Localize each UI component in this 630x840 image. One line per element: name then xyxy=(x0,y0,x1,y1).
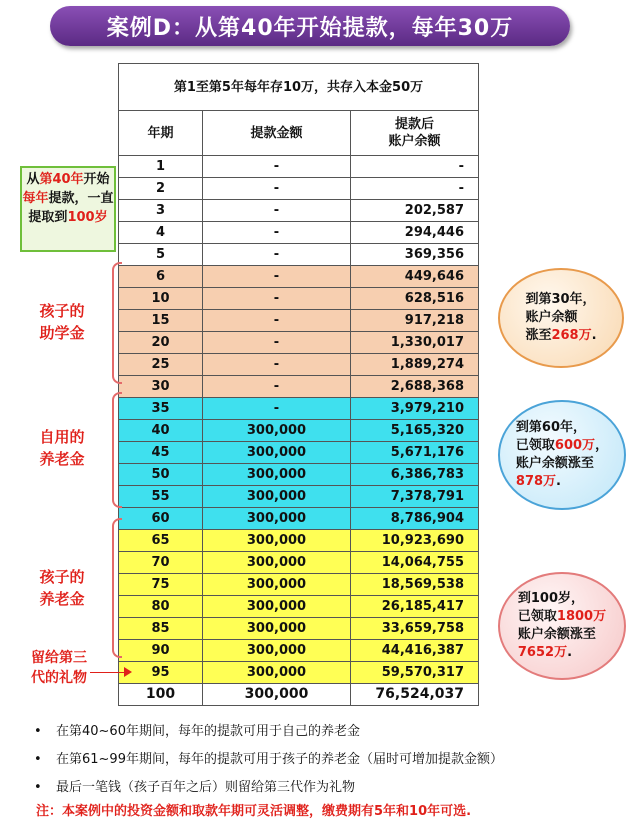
header-balance-line1: 提款后 xyxy=(394,117,434,132)
cell-withdraw: - xyxy=(203,156,351,178)
cell-withdraw: 300,000 xyxy=(203,530,351,552)
cell-year: 65 xyxy=(119,530,203,552)
cell-withdraw: - xyxy=(203,288,351,310)
self-pension-label-line2: 养老金 xyxy=(39,450,85,468)
table-row xyxy=(119,332,479,354)
balance-table xyxy=(118,63,479,706)
cell-withdraw: 300,000 xyxy=(203,486,351,508)
cell-withdraw: 300,000 xyxy=(203,574,351,596)
cell-withdraw: 300,000 xyxy=(203,420,351,442)
legacy-label-line1: 留给第三 xyxy=(31,650,87,666)
table-row xyxy=(119,376,479,398)
cell-year: 90 xyxy=(119,640,203,662)
note-item xyxy=(34,746,624,774)
table-row xyxy=(119,464,479,486)
cell-balance: 76,524,037 xyxy=(351,684,479,706)
legacy-arrow-line xyxy=(90,672,128,673)
side-note-part: 开始 xyxy=(83,172,110,187)
page-title: 案例D：从第40年开始提款，每年30万 xyxy=(50,6,570,46)
table-row xyxy=(119,244,479,266)
cell-withdraw: 300,000 xyxy=(203,596,351,618)
cell-year: 2 xyxy=(119,178,203,200)
cell-year: 15 xyxy=(119,310,203,332)
cell-balance: 18,569,538 xyxy=(351,574,479,596)
cell-balance: 44,416,387 xyxy=(351,640,479,662)
table-row xyxy=(119,486,479,508)
cell-withdraw: - xyxy=(203,200,351,222)
cell-year: 5 xyxy=(119,244,203,266)
table-note: 第1至第5年每年存10万，共存入本金50万 xyxy=(119,64,479,111)
child-pension-label-line2: 养老金 xyxy=(39,590,85,608)
callout-age100-l1: 到100岁， xyxy=(517,591,585,606)
cell-balance: 33,659,758 xyxy=(351,618,479,640)
cell-year: 3 xyxy=(119,200,203,222)
side-note-part: 100岁 xyxy=(67,210,108,225)
cell-balance: 1,330,017 xyxy=(351,332,479,354)
callout-year60-l3: 账户余额涨至 xyxy=(515,456,594,471)
cell-balance: 2,688,368 xyxy=(351,376,479,398)
education-brace xyxy=(112,262,122,384)
cell-year: 50 xyxy=(119,464,203,486)
table-row xyxy=(119,200,479,222)
cell-withdraw: 300,000 xyxy=(203,464,351,486)
note-text: 在第40~60年期间，每年的提款可用于自己的养老金 xyxy=(56,724,360,739)
table-row xyxy=(119,574,479,596)
table-row xyxy=(119,442,479,464)
callout-year60 xyxy=(498,400,626,510)
cell-balance: - xyxy=(351,156,479,178)
cell-withdraw: 300,000 xyxy=(203,552,351,574)
cell-withdraw: - xyxy=(203,266,351,288)
legacy-arrow-icon xyxy=(124,667,132,677)
cell-withdraw: - xyxy=(203,398,351,420)
table-row xyxy=(119,398,479,420)
child-pension-label xyxy=(22,566,102,610)
education-label xyxy=(22,300,102,344)
cell-balance: 6,386,783 xyxy=(351,464,479,486)
self-pension-label xyxy=(22,426,102,470)
legacy-label xyxy=(14,648,104,688)
self-pension-brace xyxy=(112,392,122,508)
header-year: 年期 xyxy=(119,111,203,156)
cell-balance: - xyxy=(351,178,479,200)
callout-year30-l1: 到第30年， xyxy=(525,292,596,307)
bullet-icon: • xyxy=(34,724,42,739)
cell-balance: 14,064,755 xyxy=(351,552,479,574)
child-pension-brace xyxy=(112,518,122,658)
callout-year30-l3: 涨至268万. xyxy=(525,328,597,343)
table-row xyxy=(119,222,479,244)
cell-withdraw: - xyxy=(203,244,351,266)
cell-withdraw: - xyxy=(203,222,351,244)
footnote: 注：本案例中的投资金额和取款年期可灵活调整，缴费期有5年和10年可选. xyxy=(36,804,472,819)
cell-balance: 3,979,210 xyxy=(351,398,479,420)
cell-withdraw: 300,000 xyxy=(203,684,351,706)
cell-balance: 449,646 xyxy=(351,266,479,288)
cell-year: 1 xyxy=(119,156,203,178)
cell-year: 85 xyxy=(119,618,203,640)
table-row xyxy=(119,596,479,618)
callout-year60-l2: 已领取600万， xyxy=(515,438,609,453)
header-withdraw: 提款金额 xyxy=(203,111,351,156)
cell-withdraw: - xyxy=(203,178,351,200)
cell-withdraw: 300,000 xyxy=(203,508,351,530)
table-row xyxy=(119,156,479,178)
cell-year: 10 xyxy=(119,288,203,310)
table-row xyxy=(119,508,479,530)
callout-age100-l2: 已领取1800万 xyxy=(517,609,607,624)
cell-balance: 202,587 xyxy=(351,200,479,222)
cell-balance: 5,165,320 xyxy=(351,420,479,442)
cell-balance: 59,570,317 xyxy=(351,662,479,684)
cell-year: 20 xyxy=(119,332,203,354)
table-row xyxy=(119,354,479,376)
cell-year: 75 xyxy=(119,574,203,596)
table-row xyxy=(119,662,479,684)
note-item xyxy=(34,774,624,802)
callout-age100-l3: 账户余额涨至 xyxy=(517,627,596,642)
header-balance-line2: 账户余额 xyxy=(388,134,441,149)
table-row xyxy=(119,178,479,200)
side-note-part: 第40年 xyxy=(39,172,84,187)
side-note-part: 提款，一直提取到 xyxy=(28,191,114,225)
cell-year: 25 xyxy=(119,354,203,376)
cell-balance: 8,786,904 xyxy=(351,508,479,530)
table-row xyxy=(119,552,479,574)
cell-year: 70 xyxy=(119,552,203,574)
cell-balance: 5,671,176 xyxy=(351,442,479,464)
child-pension-label-line1: 孩子的 xyxy=(39,568,85,586)
cell-balance: 294,446 xyxy=(351,222,479,244)
table-row xyxy=(119,310,479,332)
note-text: 在第61~99年期间，每年的提款可用于孩子的养老金（届时可增加提款金额） xyxy=(56,752,503,767)
cell-year: 60 xyxy=(119,508,203,530)
cell-balance: 26,185,417 xyxy=(351,596,479,618)
cell-year: 100 xyxy=(119,684,203,706)
cell-withdraw: - xyxy=(203,310,351,332)
callout-age100-l4: 7652万. xyxy=(517,645,573,660)
legacy-label-line2: 代的礼物 xyxy=(31,670,87,686)
withdrawal-start-note xyxy=(20,166,116,252)
callout-year60-l1: 到第60年， xyxy=(515,420,586,435)
table-row xyxy=(119,420,479,442)
cell-year: 30 xyxy=(119,376,203,398)
cell-year: 80 xyxy=(119,596,203,618)
cell-withdraw: - xyxy=(203,332,351,354)
cell-year: 40 xyxy=(119,420,203,442)
self-pension-label-line1: 自用的 xyxy=(39,428,85,446)
callout-age100 xyxy=(498,572,626,680)
cell-withdraw: 300,000 xyxy=(203,662,351,684)
bullet-icon: • xyxy=(34,752,42,767)
cell-year: 45 xyxy=(119,442,203,464)
cell-year: 4 xyxy=(119,222,203,244)
side-note-part: 每年 xyxy=(22,191,49,206)
table-row xyxy=(119,618,479,640)
education-label-line2: 助学金 xyxy=(39,324,85,342)
cell-year: 95 xyxy=(119,662,203,684)
cell-withdraw: - xyxy=(203,354,351,376)
cell-withdraw: 300,000 xyxy=(203,640,351,662)
header-balance xyxy=(351,111,479,156)
table-row xyxy=(119,266,479,288)
table-row xyxy=(119,640,479,662)
cell-year: 55 xyxy=(119,486,203,508)
cell-year: 6 xyxy=(119,266,203,288)
cell-withdraw: 300,000 xyxy=(203,442,351,464)
education-label-line1: 孩子的 xyxy=(39,302,85,320)
callout-year30 xyxy=(498,268,624,368)
bullet-icon: • xyxy=(34,780,42,795)
cell-balance: 917,218 xyxy=(351,310,479,332)
note-text: 最后一笔钱（孩子百年之后）则留给第三代作为礼物 xyxy=(56,780,356,795)
callout-year60-l4: 878万. xyxy=(515,474,561,489)
note-item xyxy=(34,718,624,746)
cell-withdraw: 300,000 xyxy=(203,618,351,640)
cell-year: 35 xyxy=(119,398,203,420)
side-note-part: 从 xyxy=(26,172,40,187)
cell-balance: 628,516 xyxy=(351,288,479,310)
cell-balance: 369,356 xyxy=(351,244,479,266)
table-row xyxy=(119,684,479,706)
cell-balance: 10,923,690 xyxy=(351,530,479,552)
notes-list xyxy=(34,718,624,802)
callout-year30-l2: 账户余额 xyxy=(525,310,578,325)
cell-balance: 7,378,791 xyxy=(351,486,479,508)
cell-balance: 1,889,274 xyxy=(351,354,479,376)
cell-withdraw: - xyxy=(203,376,351,398)
table-row xyxy=(119,288,479,310)
table-row xyxy=(119,530,479,552)
